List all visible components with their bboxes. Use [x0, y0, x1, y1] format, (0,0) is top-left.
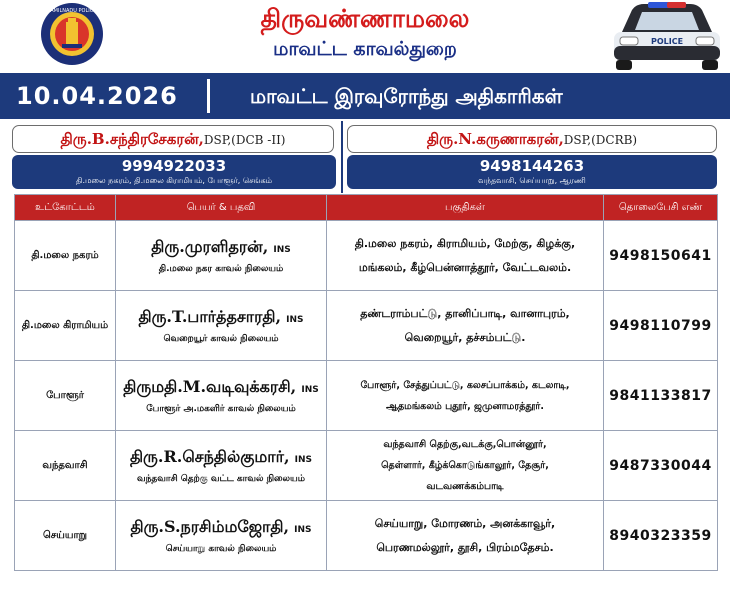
row-area-line: தண்டராம்பட்டு, தானிப்பாடி, வானாபுரம்,: [360, 306, 570, 320]
row-station: போளூர் அ.மகளிர் காவல் நிலையம்: [146, 403, 296, 414]
row-areas: [327, 221, 604, 291]
officer-1-name-box: [12, 125, 334, 153]
officer-1-contact-box: [12, 155, 336, 189]
department-subtitle: மாவட்ட காவல்துறை: [273, 38, 457, 60]
officer-2-contact-box: [347, 155, 717, 189]
row-officer: [116, 221, 327, 291]
police-car-icon: [608, 2, 726, 72]
table-header-row: [15, 195, 718, 221]
row-officer-name: திரு.S.நரசிம்மஜோதி,: [130, 516, 290, 536]
header-phone: தொலைபேசி எண்: [604, 195, 718, 221]
row-area-line: மங்கலம், கீழ்பென்னாத்தூர், வேட்டவலம்.: [358, 260, 572, 274]
row-areas: [327, 291, 604, 361]
row-area-line: ஆதமங்கலம் புதூர், ஜமுனாமரத்தூர்.: [385, 400, 544, 412]
row-officer-name: திரு.முரளிதரன்,: [151, 236, 269, 256]
patrol-table: [14, 194, 718, 571]
row-station: வெறையூர் காவல் நிலையம்: [163, 333, 279, 344]
row-officer-name: திரு.T.பார்த்தசாரதி,: [138, 306, 282, 326]
row-station: செய்யாறு காவல் நிலையம்: [165, 543, 277, 554]
header-name-rank: பெயர் & பதவி: [116, 195, 327, 221]
duty-date: 10.04.2026: [16, 82, 178, 110]
svg-text:POLICE: POLICE: [650, 37, 684, 46]
row-phone: 8940323359: [604, 501, 718, 571]
officer-2-name-box: [347, 125, 717, 153]
row-officer-rank: INS: [294, 454, 313, 465]
row-phone: 9487330044: [604, 431, 718, 501]
officer-2-phone: 9498144263: [479, 157, 585, 175]
row-officer-rank: INS: [273, 244, 291, 255]
table-row: [15, 501, 718, 571]
row-area-line: தெள்ளார், கீழ்க்கொடுங்காலூர், தேசூர்,: [381, 460, 549, 471]
row-officer-rank: INS: [301, 384, 319, 395]
row-officer: [116, 361, 327, 431]
officer-1-rank: DSP,(DCB -II): [203, 133, 286, 147]
row-station: தி.மலை நகர காவல் நிலையம்: [158, 263, 284, 274]
row-phone: 9841133817: [604, 361, 718, 431]
officer-1-name: திரு.B.சந்திரசேகரன்,: [60, 130, 204, 148]
row-subdivision: போளூர்: [15, 361, 116, 431]
row-area-line: வந்தவாசி தெற்கு,வடக்கு,பொன்னூர்,: [383, 439, 547, 450]
row-area-line: வடவணக்கம்பாடி: [426, 481, 504, 492]
row-subdivision: செய்யாறு: [15, 501, 116, 571]
officer-2-areas: வந்தவாசி, செய்யாறு, ஆரணி: [478, 176, 586, 185]
row-area-line: பெரணமல்லூர், தூசி, பிரம்மதேசம்.: [376, 540, 554, 554]
officer-1-phone: 9994922033: [121, 157, 227, 175]
row-phone: 9498110799: [604, 291, 718, 361]
table-row: [15, 221, 718, 291]
officer-2-rank: DSP,(DCRB): [563, 133, 638, 147]
row-subdivision: தி.மலை கிராமியம்: [15, 291, 116, 361]
row-subdivision: வந்தவாசி: [15, 431, 116, 501]
row-areas: [327, 431, 604, 501]
row-phone: 9498150641: [604, 221, 718, 291]
row-area-line: போளூர், சேத்துப்பட்டு, கலசப்பாக்கம், கடலாடி,: [360, 379, 570, 391]
banner-divider: [207, 79, 210, 113]
row-areas: [327, 501, 604, 571]
row-officer: [116, 431, 327, 501]
row-officer: [116, 501, 327, 571]
table-row: [15, 431, 718, 501]
row-area-line: செய்யாறு, மோரணம், அனக்காவூர்,: [374, 516, 556, 530]
header-areas: பகுதிகள்: [327, 195, 604, 221]
row-area-line: தி.மலை நகரம், கிராமியம், மேற்கு, கிழக்கு,: [354, 236, 576, 250]
row-subdivision: தி.மலை நகரம்: [15, 221, 116, 291]
officer-divider: [341, 121, 343, 193]
table-row: [15, 291, 718, 361]
officer-1-areas: தி.மலை நகரம், தி.மலை கிராமியம், போளூர், செங்கம்: [75, 176, 273, 185]
row-officer-rank: INS: [286, 314, 304, 325]
row-station: வந்தவாசி தெற்கு வட்ட காவல் நிலையம்: [137, 473, 305, 484]
svg-text:TAMILNADU POLICE: TAMILNADU POLICE: [47, 8, 97, 14]
table-row: [15, 361, 718, 431]
row-officer-rank: INS: [294, 524, 312, 535]
row-areas: [327, 361, 604, 431]
row-officer-name: திருமதி.M.வடிவுக்கரசி,: [123, 376, 297, 396]
district-title: திருவண்ணாமலை: [260, 4, 470, 33]
header-subdivision: உட்கோட்டம்: [15, 195, 116, 221]
row-area-line: வெறையூர், தச்சம்பட்டு.: [404, 330, 526, 344]
row-officer-name: திரு.R.செந்தில்குமார்,: [129, 446, 290, 466]
row-officer: [116, 291, 327, 361]
officer-2-name: திரு.N.கருணாகரன்,: [426, 130, 564, 148]
banner-title: மாவட்ட இரவுரோந்து அதிகாரிகள்: [250, 84, 563, 108]
date-banner: [0, 73, 730, 119]
